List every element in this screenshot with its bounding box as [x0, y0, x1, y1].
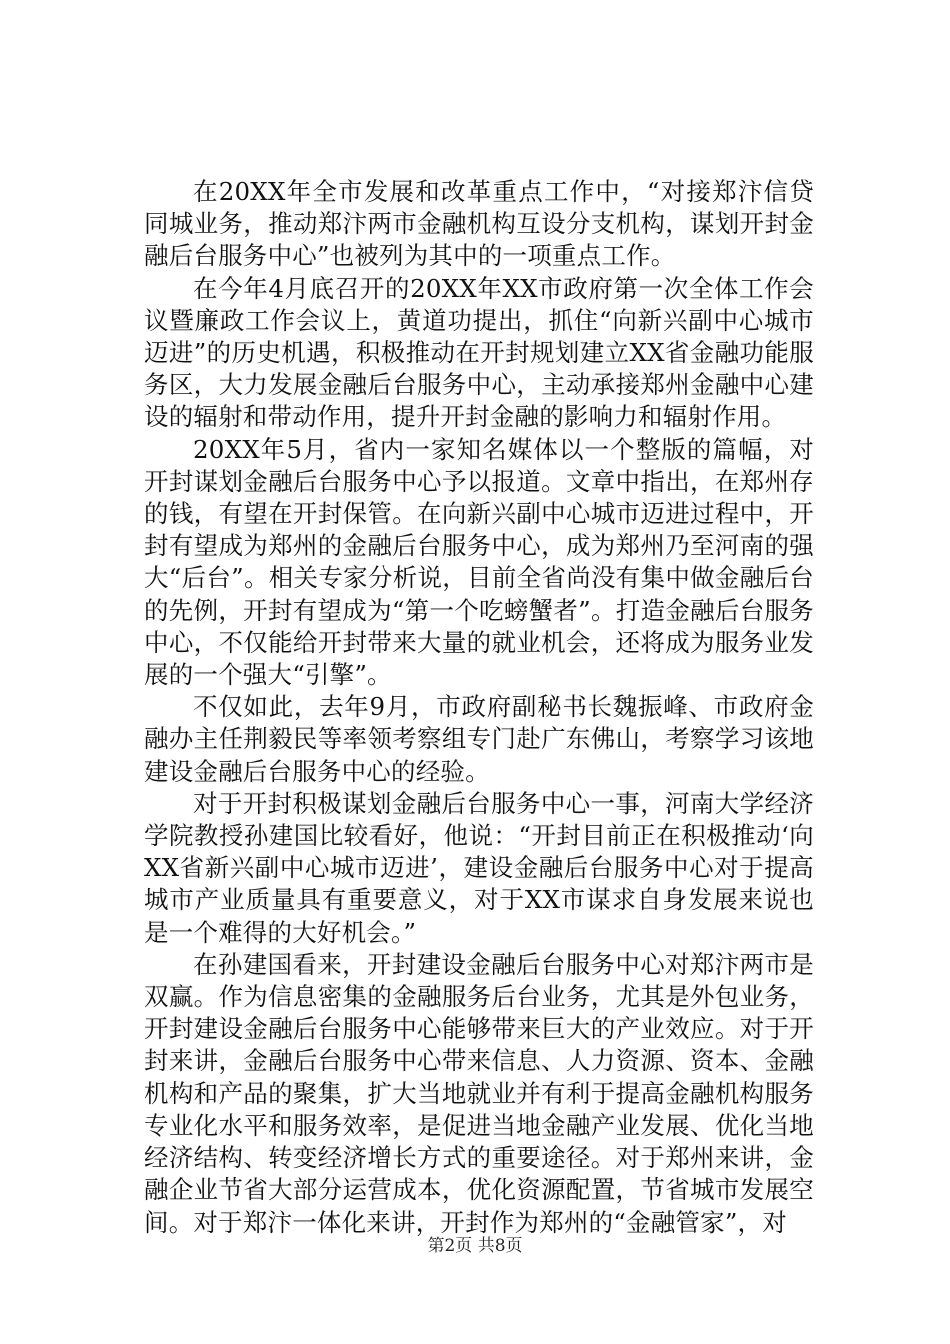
paragraph-5: 对于开封积极谋划金融后台服务中心一事，河南大学经济学院教授孙建国比较看好，他说：“开封目前正在积极推动‘向XX省新兴副中心城市迈进’，建设金融后台服务中心对于提高城市产业质量具有重要意义，对于XX市谋求自身发展来说也是一个难得的大好机会。”: [144, 788, 814, 947]
paragraph-6: 在孙建国看来，开封建设金融后台服务中心对郑汴两市是双赢。作为信息密集的金融服务后台业务，尤其是外包业务，开封建设金融后台服务中心能够带来巨大的产业效应。对于开封来讲，金融后台服务中心带来信息、人力资源、资本、金融机构和产品的聚集，扩大当地就业并有利于提高金融机构服务专业化水平和服务效率，是促进当地金融产业发展、优化当地经济结构、转变经济增长方式的重要途径。对于郑州来讲，金融企业节省大部分运营成本，优化资源配置，节省城市发展空间。对于郑汴一体化来讲，开封作为郑州的“金融管家”，对: [144, 949, 814, 1237]
paragraph-4: 不仅如此，去年9月，市政府副秘书长魏振峰、市政府金融办主任荆毅民等率领考察组专门赴广东佛山，考察学习该地建设金融后台服务中心的经验。: [144, 692, 814, 786]
paragraph-1: 在20XX年全市发展和改革重点工作中，“对接郑汴信贷同城业务，推动郑汴两市金融机构互设分支机构，谋划开封金融后台服务中心”也被列为其中的一项重点工作。: [144, 177, 814, 271]
document-body: [144, 176, 814, 1239]
paragraph-2: 在今年4月底召开的20XX年XX市政府第一次全体工作会议暨廉政工作会议上，黄道功提出，抓住“向新兴副中心城市迈进”的历史机遇，积极推动在开封规划建立XX省金融功能服务区，大力发展金融后台服务中心，主动承接郑州金融中心建设的辐射和带动作用，提升开封金融的影响力和辐射作用。: [144, 273, 814, 432]
paragraph-3: 20XX年5月，省内一家知名媒体以一个整版的篇幅，对开封谋划金融后台服务中心予以报道。文章中指出，在郑州存的钱，有望在开封保管。在向新兴副中心城市迈进过程中，开封有望成为郑州的金融后台服务中心，成为郑州乃至河南的强大“后台”。相关专家分析说，目前全省尚没有集中做金融后台的先例，开封有望成为“第一个吃螃蟹者”。打造金融后台服务中心，不仅能给开封带来大量的就业机会，还将成为服务业发展的一个强大“引擎”。: [144, 434, 814, 690]
page-number-label: 第2页 共8页: [427, 1236, 523, 1256]
page-footer: [0, 1235, 950, 1257]
